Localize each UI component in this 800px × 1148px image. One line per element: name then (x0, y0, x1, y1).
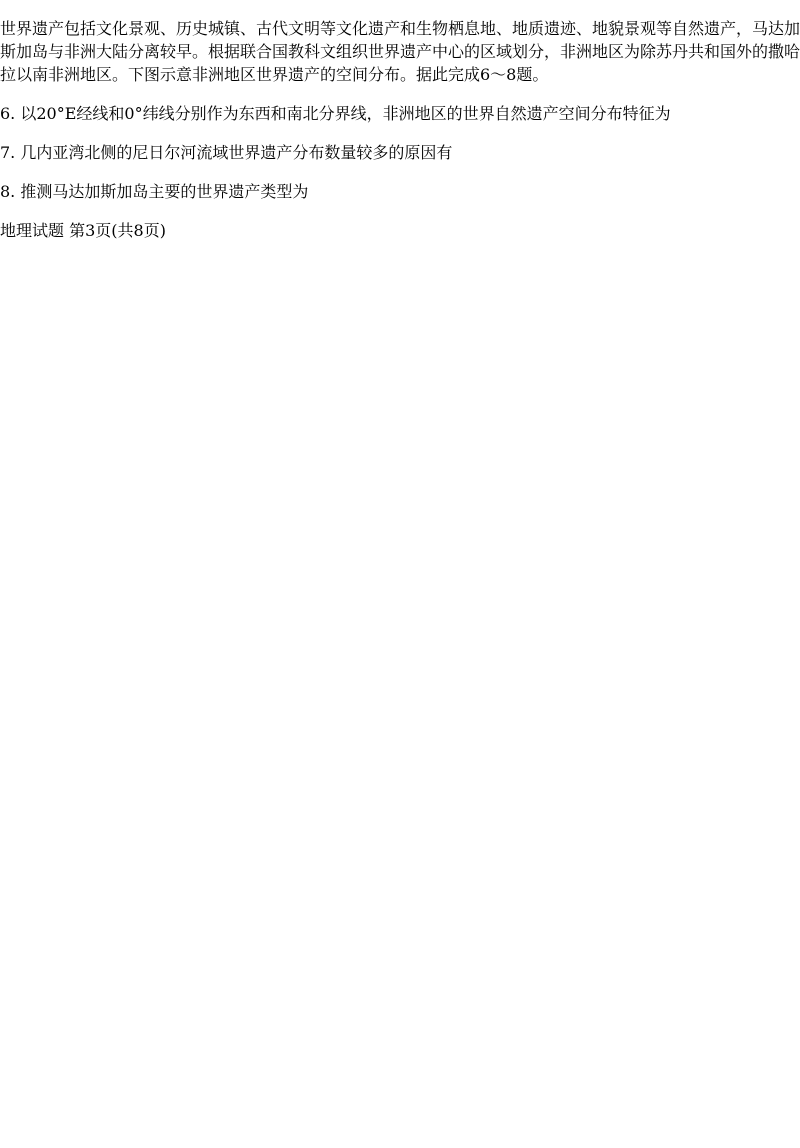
intro: 世界遗产包括文化景观、历史城镇、古代文明等文化遗产和生物栖息地、地质遗迹、地貌景观等自然遗产，马达加斯加岛与非洲大陆分离较早。根据联合国教科文组织世界遗产中心的区域划分，非洲地区为除苏丹共和国外的撒哈拉以南非洲地区。下图示意非洲地区世界遗产的空间分布。据此完成6～8题。 (0, 19, 800, 84)
page-footer: 地理试题 第3页(共8页) (0, 221, 166, 240)
q8: 8. 推测马达加斯加岛主要的世界遗产类型为 (0, 182, 309, 201)
q7: 7. 几内亚湾北侧的尼日尔河流域世界遗产分布数量较多的原因有 (0, 143, 453, 162)
q6: 6. 以20°E经线和0°纬线分别作为东西和南北分界线，非洲地区的世界自然遗产空间分布特征为 (0, 104, 671, 123)
